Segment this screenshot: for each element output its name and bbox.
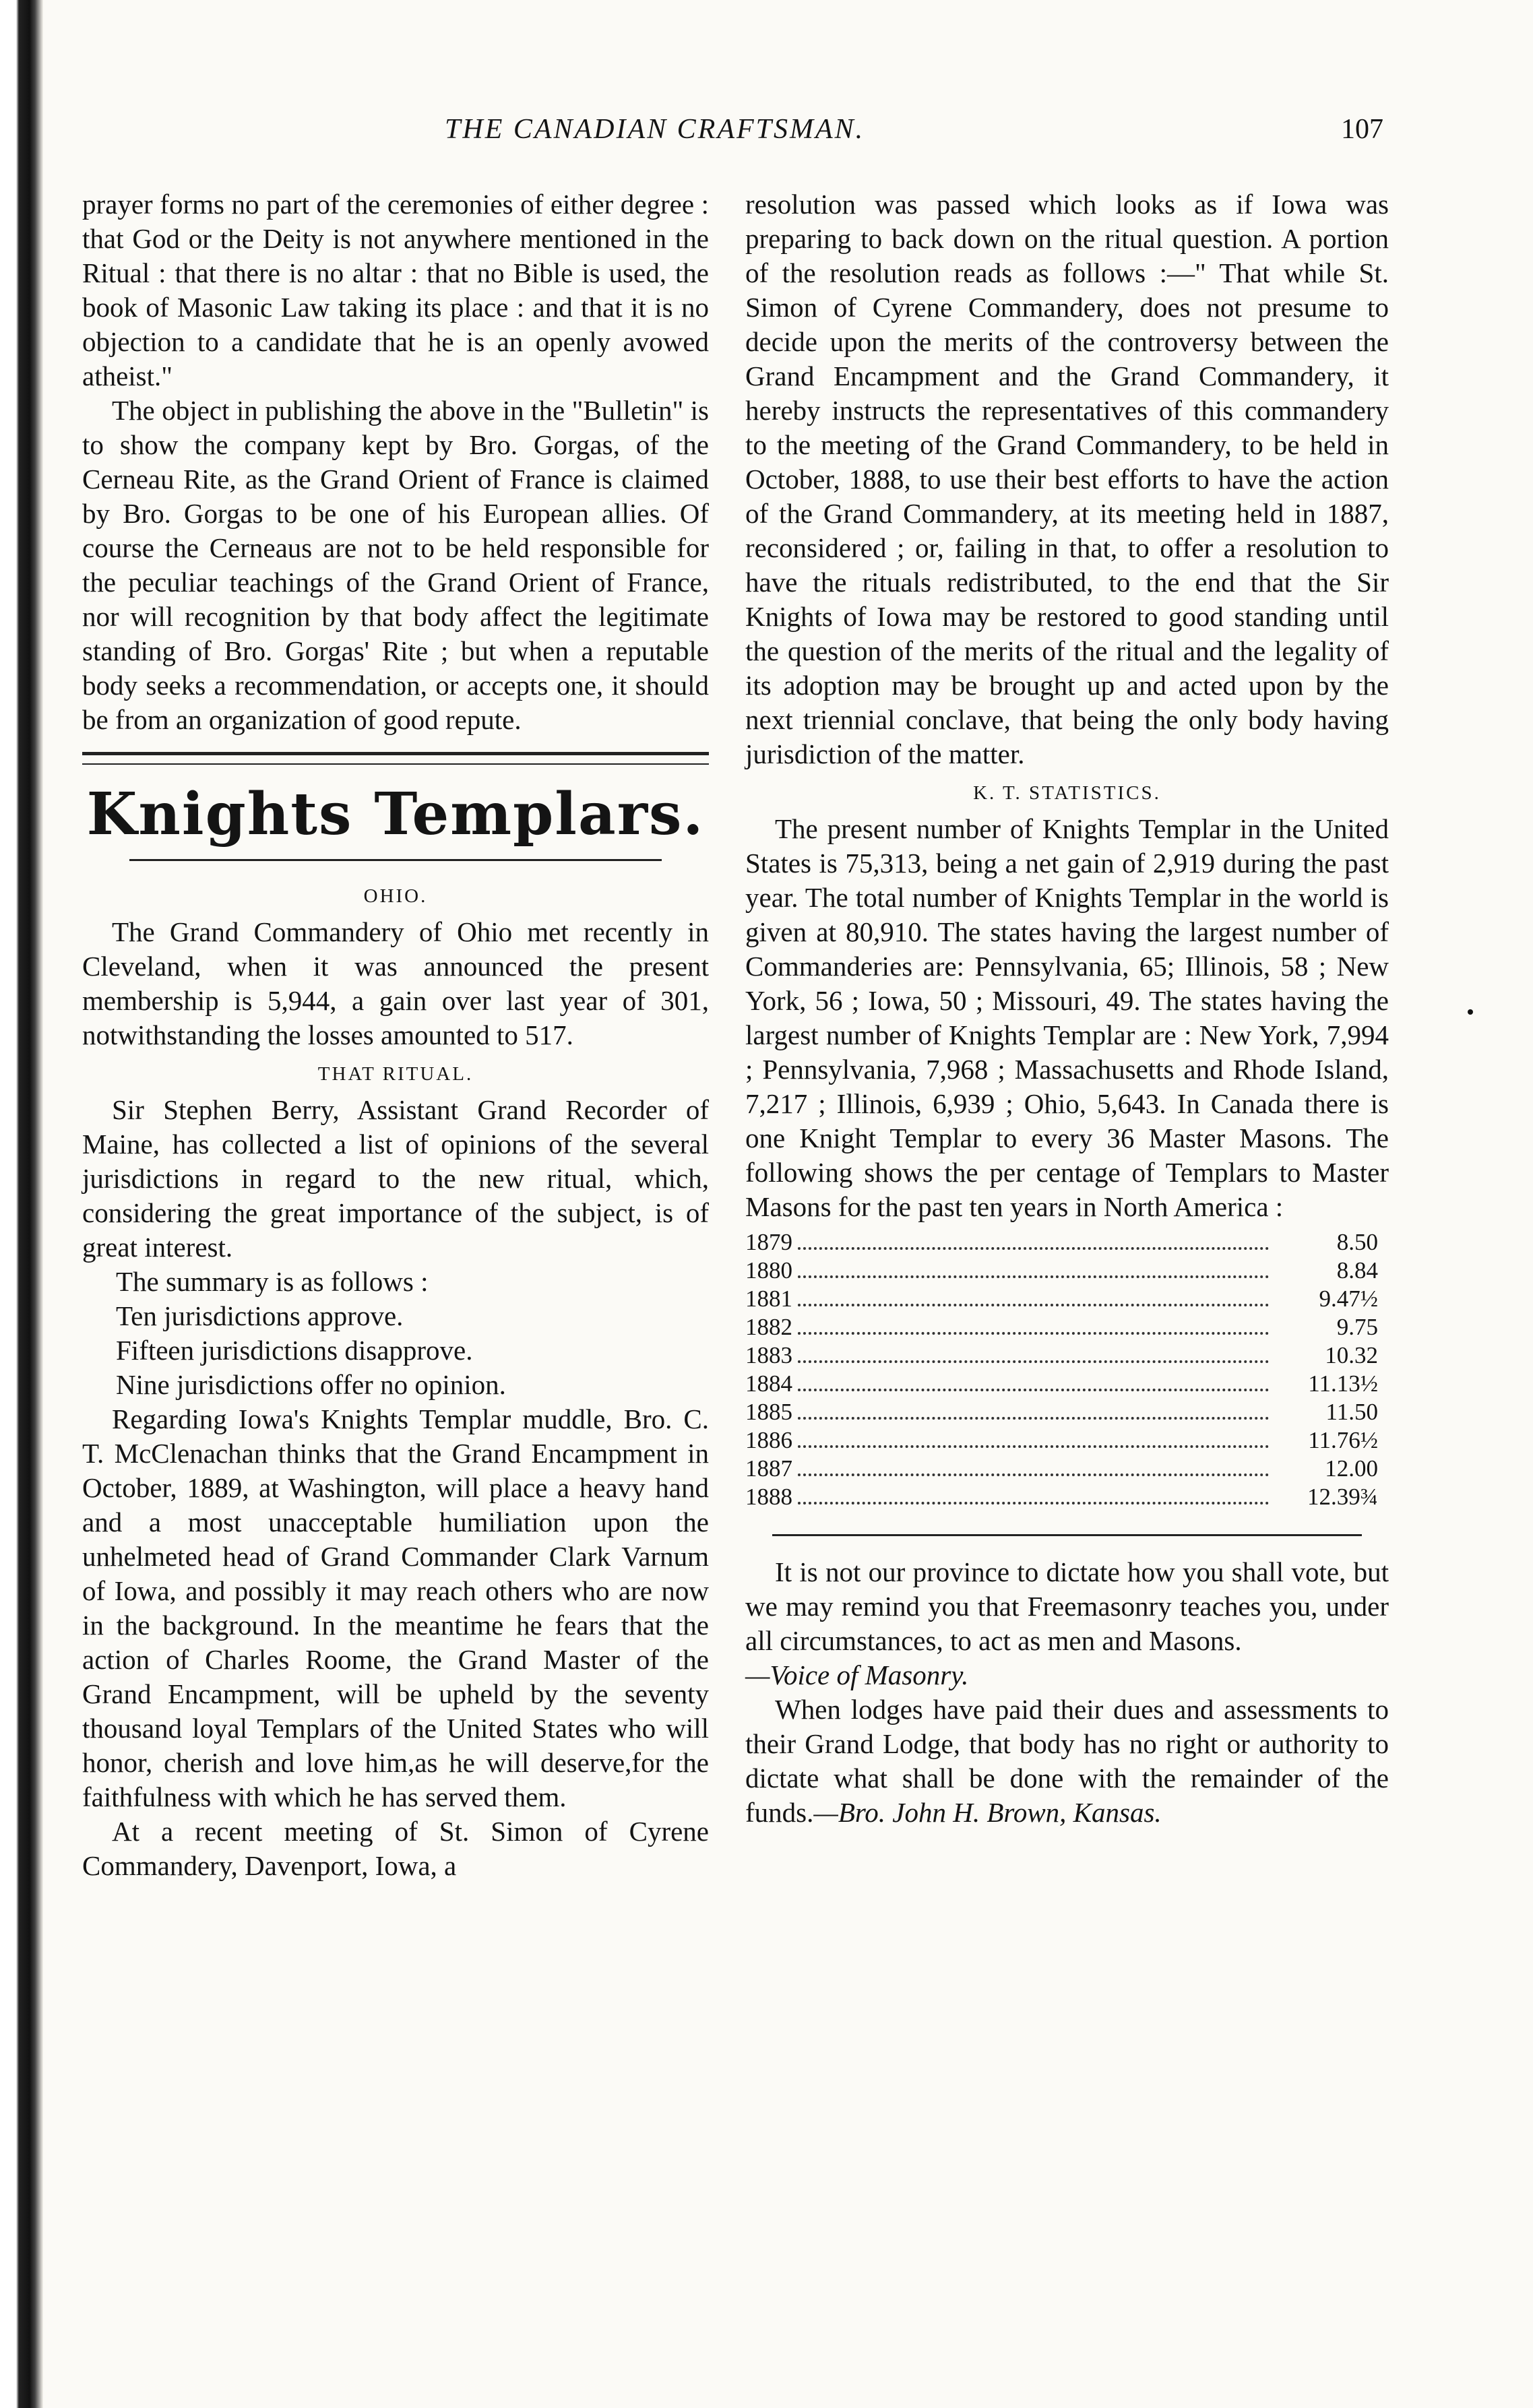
table-value: 11.50: [1325, 1399, 1378, 1425]
table-value: 9.47½: [1319, 1286, 1378, 1312]
running-title: THE CANADIAN CRAFTSMAN.: [445, 114, 865, 145]
lodges-attribution: —Bro. John H. Brown, Kansas.: [813, 1797, 1162, 1828]
dot-leader: [798, 1389, 1269, 1391]
table-value: 8.84: [1336, 1257, 1378, 1284]
province-paragraph: [745, 1555, 1389, 1692]
intro-paragraph-1: prayer forms no part of the ceremonies of either degree : that God or the Deity is not anywhere mentioned in the Ritual : that there is no altar : that no Bible is used, the book of Masonic Law taking its place : and that it is no objection to a candidate that he is an openly avowed atheist.": [82, 189, 709, 391]
table-row: [745, 1341, 1389, 1370]
table-rule: [772, 1534, 1362, 1536]
summary-line: Fifteen jurisdictions disapprove.: [116, 1335, 473, 1366]
dot-leader: [798, 1275, 1269, 1278]
dot-leader: [798, 1332, 1269, 1335]
right-column: [745, 187, 1389, 1830]
table-value: 10.32: [1325, 1342, 1378, 1368]
table-year: 1881: [745, 1286, 792, 1312]
table-year: 1880: [745, 1257, 792, 1284]
table-row: [745, 1313, 1389, 1341]
dot-leader: [798, 1445, 1269, 1448]
table-year: 1884: [745, 1370, 792, 1397]
table-year: 1886: [745, 1427, 792, 1453]
dot-leader: [798, 1360, 1269, 1363]
table-year: 1883: [745, 1342, 792, 1368]
page-number: 107: [1341, 114, 1383, 145]
table-value: 12.39¾: [1307, 1484, 1378, 1510]
summary-line: Ten jurisdictions approve.: [116, 1300, 404, 1331]
table-value: 8.50: [1336, 1229, 1378, 1255]
table-value: 11.13½: [1308, 1370, 1378, 1397]
left-column: [82, 187, 709, 1883]
table-year: 1888: [745, 1484, 792, 1510]
resolution-paragraph: resolution was passed which looks as if Iowa was preparing to back down on the ritual question. A portion of the resolution reads as follows :—" That while St. Simon of Cyrene Commandery, does not presume to decide upon the merits of the controversy between the Grand Encampment and the Grand Commandery, it hereby instructs the representatives of this commandery to the meeting of the Grand Commandery, to be held in October, 1888, to use their best efforts to have the action of the Grand Commandery, at its meeting held in 1887, reconsidered ; or, failing in that, to offer a resolution to have the rituals redistributed, to the end that the Sir Knights of Iowa may be restored to good standing until the question of the merits of the ritual and the legality of its adoption may be brought up and acted upon by the next triennial conclave, that being the only body having jurisdiction of the matter.: [745, 189, 1389, 769]
table-row: [745, 1370, 1389, 1398]
dot-leader: [798, 1417, 1269, 1420]
province-text: It is not our province to dictate how you shall vote, but we may remind you that Freemasonry teaches you, under all circumstances, to act as men and Masons.: [745, 1556, 1389, 1656]
section-rule: [82, 752, 709, 765]
book-binding-edge: [0, 0, 43, 2408]
ritual-paragraph: Sir Stephen Berry, Assistant Grand Recorder of Maine, has collected a list of opinions of the several jurisdictions in regard to the new ritual, which, considering the great importance of the subject, is of great interest.: [82, 1094, 709, 1263]
ritual-heading: THAT RITUAL.: [317, 1063, 474, 1085]
summary-line: The summary is as follows :: [116, 1266, 429, 1297]
table-value: 12.00: [1325, 1455, 1378, 1482]
table-row: [745, 1228, 1389, 1257]
table-year: 1885: [745, 1399, 792, 1425]
province-attribution: —Voice of Masonry.: [745, 1659, 969, 1690]
table-row: [745, 1398, 1389, 1426]
table-value: 11.76½: [1308, 1427, 1378, 1453]
table-row: [745, 1426, 1389, 1455]
summary-line: Nine jurisdictions offer no opinion.: [116, 1369, 506, 1400]
table-year: 1879: [745, 1229, 792, 1255]
ohio-paragraph: The Grand Commandery of Ohio met recently in Cleveland, when it was announced the present membership is 5,944, a gain over last year of 301, notwithstanding the losses amounted to 517.: [82, 916, 709, 1050]
margin-speck: [1468, 1009, 1473, 1015]
dot-leader: [798, 1247, 1269, 1250]
iowa-paragraph: Regarding Iowa's Knights Templar muddle, Bro. C. T. McClenachan thinks that the Grand Encampment in October, 1889, at Washington, will place a heavy hand and a most unacceptable humiliation upon the unhelmeted head of Grand Commander Clark Varnum of Iowa, and possibly it may reach others who are now in the background. In the meantime he fears that the action of Charles Roome, the Grand Master of the Grand Encampment, will be upheld by the seventy thousand loyal Templars of the United States who will honor, cherish and love him,as he will deserve,for the faithfulness with which he has served them.: [82, 1403, 709, 1812]
table-row: [745, 1257, 1389, 1285]
section-title-rule: [129, 859, 662, 861]
lodges-paragraph: [745, 1692, 1389, 1830]
lodges-text: When lodges have paid their dues and assessments to their Grand Lodge, that body has no right or authority to dictate what shall be done with the remainder of the funds.: [745, 1694, 1389, 1828]
table-row: [745, 1483, 1389, 1511]
dot-leader: [798, 1502, 1269, 1504]
percentage-table: [745, 1228, 1389, 1511]
dot-leader: [798, 1474, 1269, 1476]
dot-leader: [798, 1304, 1269, 1306]
statistics-heading: K. T. STATISTICS.: [973, 782, 1161, 804]
meeting-paragraph: At a recent meeting of St. Simon of Cyrene Commandery, Davenport, Iowa, a: [82, 1816, 709, 1881]
table-year: 1882: [745, 1314, 792, 1340]
section-title: Knights Templars.: [86, 780, 705, 848]
table-year: 1887: [745, 1455, 792, 1482]
ohio-heading: OHIO.: [363, 885, 428, 907]
statistics-paragraph: The present number of Knights Templar in the United States is 75,313, being a net gain of 2,919 during the past year. The total number of Knights Templar in the world is given at 80,910. The states having the largest number of Commanderies are: Pennsylvania, 65; Illinois, 58 ; New York, 56 ; Iowa, 50 ; Missouri, 49. The states having the largest number of Knights Templar are : New York, 7,994 ; Pennsylvania, 7,968 ; Massachusetts and Rhode Island, 7,217 ; Illinois, 6,939 ; Ohio, 5,643. In Canada there is one Knight Templar to every 36 Master Masons. The following shows the per centage of Templars to Master Masons for the past ten years in North America :: [745, 813, 1389, 1222]
intro-paragraph-2: The object in publishing the above in the "Bulletin" is to show the company kept by Bro. Gorgas, of the Cerneau Rite, as the Grand Orient of France is claimed by Bro. Gorgas to be one of his European allies. Of course the Cerneaus are not to be held responsible for the peculiar teachings of the Grand Orient of France, nor will recognition by that body affect the legitimate standing of Bro. Gorgas' Rite ; but when a reputable body seeks a recommendation, or accepts one, it should be from an organization of good repute.: [82, 395, 709, 735]
table-row: [745, 1285, 1389, 1313]
table-row: [745, 1455, 1389, 1483]
table-value: 9.75: [1336, 1314, 1378, 1340]
